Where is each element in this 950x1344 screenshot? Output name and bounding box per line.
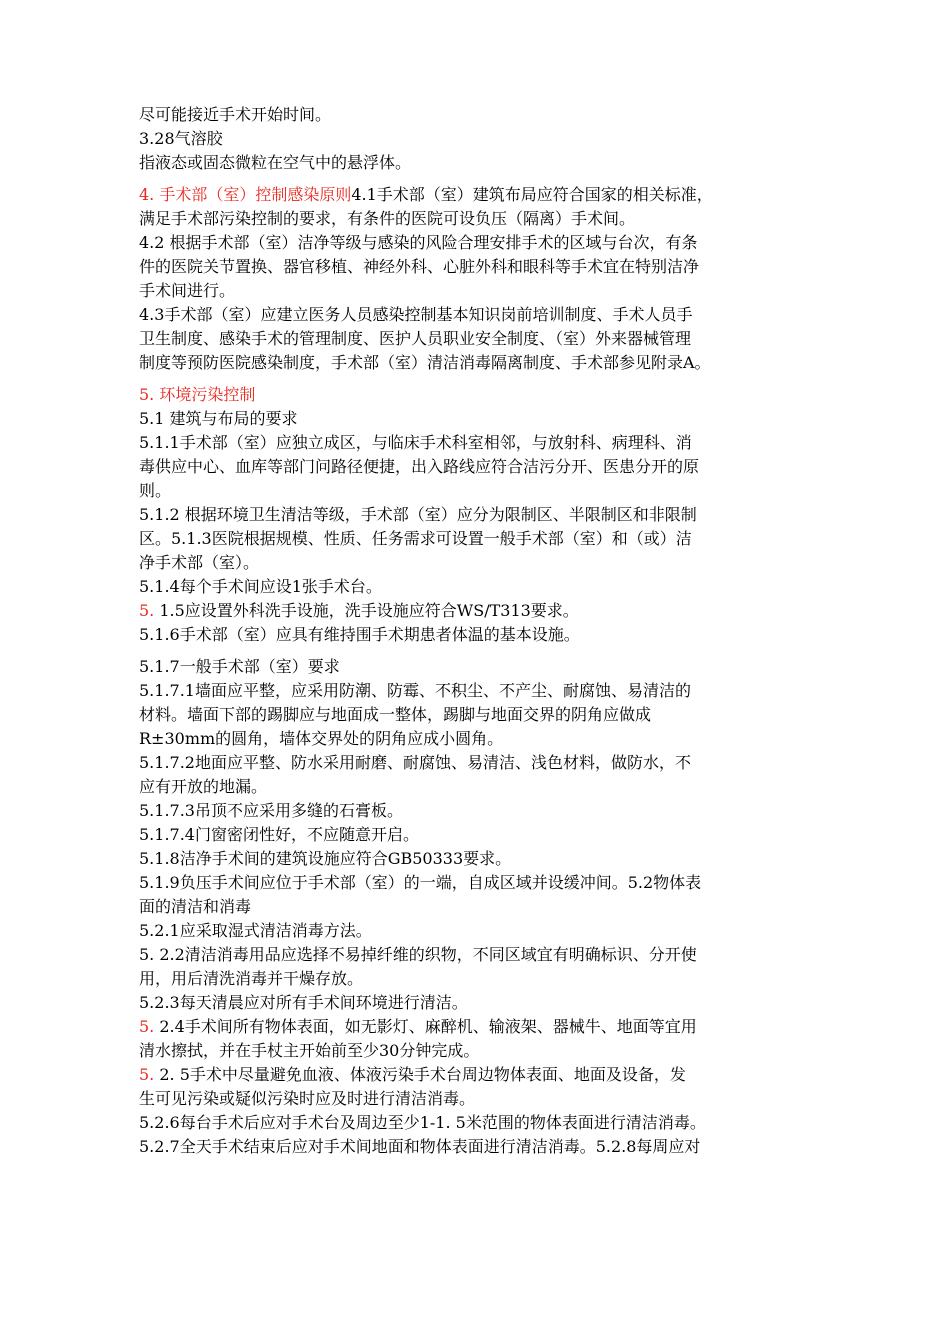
text-line [139,279,829,303]
body-text: 清水擦拭，并在手杖主开始前至少30分钟完成。 [139,1041,480,1060]
body-text: 5.1.6手术部（室）应具有维持围手术期患者体温的基本设施。 [139,625,580,644]
text-line [139,599,829,623]
text-line [139,303,829,327]
text-line [139,407,829,431]
body-text: 5.1.7.2地面应平整、防水采用耐磨、耐腐蚀、易清洁、浅色材料，做防水，不 [139,753,691,772]
text-line [139,1087,829,1111]
highlighted-heading-text: 5. [139,1065,155,1084]
text-line [139,1111,829,1135]
text-line [139,919,829,943]
body-text: 4.1手术部（室）建筑布局应符合国家的相关标准， [351,185,713,204]
body-text: 毒供应中心、血库等部门问路径便捷，出入路线应符合洁污分开、医患分开的原 [139,457,700,476]
text-line [139,327,829,351]
text-line [139,799,829,823]
text-line [139,503,829,527]
text-line [139,127,829,151]
highlighted-heading-text: 5. [139,1017,155,1036]
body-text: 5.1.9负压手术间应位于手术部（室）的一端，自成区域并设缓冲间。5.2物体表 [139,873,702,892]
body-text: 5.1.7.1墙面应平整，应采用防潮、防霉、不积尘、不产尘、耐腐蚀、易清洁的 [139,681,691,700]
body-text: 应有开放的地漏。 [139,777,268,796]
body-text: 3.28气溶胶 [139,129,223,148]
body-text: 2. 5手术中尽量避免血液、体液污染手术台周边物体表面、地面及设备，发 [154,1065,686,1084]
text-line [139,479,829,503]
text-line [139,103,829,127]
text-line [139,1063,829,1087]
body-text: 5.1.7一般手术部（室）要求 [139,657,340,676]
body-text: 5.1.1手术部（室）应独立成区，与临床手术科室相邻，与放射科、病理科、消 [139,433,692,452]
text-line [139,351,829,375]
text-line [139,751,829,775]
body-text: 指液态或固态微粒在空气中的悬浮体。 [139,153,412,172]
paragraph-gap [139,375,829,383]
text-line [139,823,829,847]
body-text: 5.1.4每个手术间应设1张手术台。 [139,577,382,596]
body-text: 尽可能接近手术开始时间。 [139,105,332,124]
text-line [139,967,829,991]
body-text: 5.1.2 根据环境卫生清洁等级，手术部（室）应分为限制区、半限制区和非限制 [139,505,697,524]
text-line [139,847,829,871]
document-page [139,103,829,1159]
text-line [139,623,829,647]
highlighted-heading-text: 4. 手术部（室）控制感染原则 [139,185,352,204]
text-line [139,431,829,455]
text-line [139,383,829,407]
body-text: 5.1.7.4门窗密闭性好，不应随意开启。 [139,825,419,844]
body-text: 5.1 建筑与布局的要求 [139,409,298,428]
body-text: 5. 2.2清洁消毒用品应选择不易掉纤维的织物，不同区域宜有明确标识、分开使 [139,945,697,964]
body-text: 5.2.6每台手术后应对手术台及周边至少1-1. 5米范围的物体表面进行清洁消毒。 [139,1113,706,1132]
body-text: 材料。墙面下部的踢脚应与地面成一整体，踢脚与地面交界的阴角应做成 [139,705,652,724]
paragraph-gap [139,175,829,183]
text-line [139,895,829,919]
body-text: 5.1.8洁净手术间的建筑设施应符合GB50333要求。 [139,849,512,868]
text-line [139,183,829,207]
highlighted-heading-text: 5. 环境污染控制 [139,385,256,404]
text-line [139,255,829,279]
body-text: 5.2.3每天清晨应对所有手术间环境进行清洁。 [139,993,468,1012]
body-text: 满足手术部污染控制的要求，有条件的医院可设负压（隔离）手术间。 [139,209,636,228]
body-text: 1.5应设置外科洗手设施，洗手设施应符合WS/T313要求。 [154,601,579,620]
text-line [139,703,829,727]
body-text: 面的清洁和消毒 [139,897,252,916]
body-text: 生可见污染或疑似污染时应及时进行清洁消毒。 [139,1089,476,1108]
text-line [139,871,829,895]
body-text: 5.2.1应采取湿式清洁消毒方法。 [139,921,372,940]
text-line [139,527,829,551]
body-text: 5.1.7.3吊顶不应采用多缝的石膏板。 [139,801,403,820]
text-line [139,575,829,599]
text-line [139,727,829,751]
text-line [139,655,829,679]
text-line [139,551,829,575]
body-text: 手术间进行。 [139,281,236,300]
text-line [139,455,829,479]
body-text: 区。5.1.3医院根据规模、性质、任务需求可设置一般手术部（室）和（或）洁 [139,529,692,548]
body-text: 4.2 根据手术部（室）洁净等级与感染的风险合理安排手术的区域与台次，有条 [139,233,698,252]
body-text: 制度等预防医院感染制度，手术部（室）清洁消毒隔离制度、手术部参见附录A。 [139,353,711,372]
text-line [139,231,829,255]
paragraph-gap [139,647,829,655]
text-line [139,943,829,967]
body-text: 用，用后清洗消毒并干燥存放。 [139,969,364,988]
text-line [139,1015,829,1039]
body-text: 则。 [139,481,172,500]
highlighted-heading-text: 5. [139,601,155,620]
body-text: 净手术部（室）。 [139,553,260,572]
text-line [139,1135,829,1159]
text-line [139,679,829,703]
body-text: R±30mm的圆角，墙体交界处的阴角应成小圆角。 [139,729,504,748]
text-line [139,207,829,231]
body-text: 卫生制度、感染手术的管理制度、医护人员职业安全制度、（室）外来器械管理 [139,329,692,348]
body-text: 5.2.7全天手术结束后应对手术间地面和物体表面进行清洁消毒。5.2.8每周应对 [139,1137,701,1156]
text-line [139,775,829,799]
text-line [139,991,829,1015]
body-text: 件的医院关节置换、器官移植、神经外科、心脏外科和眼科等手术宜在特别洁净 [139,257,700,276]
body-text: 4.3手术部（室）应建立医务人员感染控制基本知识岗前培训制度、手术人员手 [139,305,693,324]
body-text: 2.4手术间所有物体表面，如无影灯、麻醉机、输液架、器械牛、地面等宜用 [154,1017,697,1036]
text-line [139,1039,829,1063]
text-line [139,151,829,175]
